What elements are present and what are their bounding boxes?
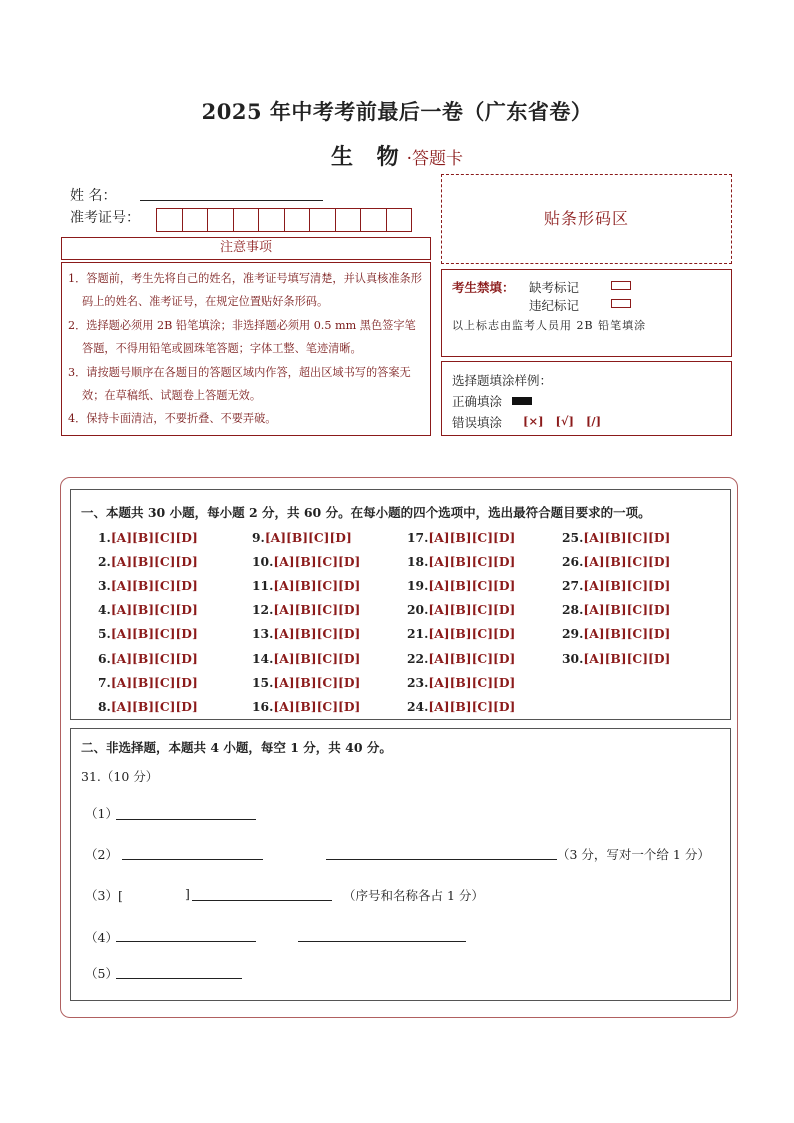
mcq-number: 27. (562, 578, 584, 594)
barcode-area (441, 174, 732, 264)
mcq-number: 19. (407, 578, 429, 594)
mcq-number: 15. (252, 674, 274, 690)
sample-title: 选择题填涂样例： (452, 373, 553, 388)
mcq-options[interactable]: [A][B][C][D] (273, 626, 361, 642)
mcq-number: 25. (562, 530, 584, 545)
absent-mark[interactable] (611, 281, 631, 290)
name-field[interactable] (140, 200, 323, 201)
mcq-number: 10. (252, 554, 274, 570)
notice-box (61, 262, 431, 436)
mcq-number: 28. (562, 602, 584, 618)
violation-label: 违纪标记 (529, 298, 580, 313)
mcq-item[interactable] (98, 651, 198, 666)
q31-part5-label: （5） (85, 966, 118, 981)
mcq-item[interactable] (407, 530, 515, 545)
mcq-options[interactable]: [A][B][C][D] (428, 578, 516, 594)
q31-part4-blank-1[interactable] (116, 941, 256, 942)
mcq-options[interactable]: [A][B][C][D] (428, 602, 516, 618)
notice-item: 1．答题前，考生先将自己的姓名，准考证号填写清楚，并认真核准条形码上的姓名、准考证号，在规定位置贴好条形码。 (68, 272, 422, 309)
id-digit-box[interactable] (309, 208, 336, 232)
mcq-number: 1. (98, 530, 111, 545)
mcq-options[interactable]: [A][B][C][D] (273, 578, 361, 594)
mcq-options[interactable]: [A][B][C][D] (110, 554, 198, 570)
mcq-item[interactable] (98, 699, 198, 714)
section2-box (70, 728, 731, 1001)
mcq-options[interactable]: [A][B][C][D] (428, 554, 516, 570)
mcq-options[interactable]: [A][B][C][D] (583, 626, 671, 642)
mcq-number: 14. (252, 650, 274, 666)
mcq-options[interactable]: [A][B][C][D] (273, 554, 361, 570)
q31-part3-blank[interactable] (192, 900, 332, 901)
section1-box (70, 489, 731, 720)
violation-mark[interactable] (611, 299, 631, 308)
mcq-options[interactable]: [A][B][C][D] (428, 530, 516, 545)
mcq-item[interactable] (98, 578, 198, 593)
page-title: 2025 年中考考前最后一卷（广东省卷） (201, 99, 593, 124)
mcq-options[interactable]: [A][B][C][D] (264, 530, 352, 545)
mcq-number: 11. (252, 578, 274, 594)
subject-title (0, 140, 794, 171)
id-digit-box[interactable] (335, 208, 362, 232)
q31-part3-bracket-close: ] (185, 886, 190, 901)
mcq-number: 3. (98, 578, 111, 594)
mcq-number: 24. (407, 698, 429, 714)
notice-header (61, 237, 431, 260)
mcq-options[interactable]: [A][B][C][D] (110, 578, 198, 594)
mcq-options[interactable]: [A][B][C][D] (583, 530, 671, 545)
mcq-number: 20. (407, 602, 429, 618)
notice-item: 3．请按题号顺序在各题目的答题区域内作答，超出区域书写的答案无效；在草稿纸、试题卷上答题无效。 (68, 365, 411, 403)
mcq-number: 21. (407, 626, 429, 642)
forbid-note: 以上标志由监考人员用 2B 铅笔填涂 (452, 319, 647, 332)
mcq-item[interactable] (252, 675, 360, 690)
mcq-item[interactable] (98, 675, 198, 690)
q31-part3-note: （序号和名称各占 1 分） (343, 888, 484, 903)
notice-item: 2．选择题必须用 2B 铅笔填涂；非选择题必须用 0.5 mm 黑色签字笔答题，不得用铅笔或圆珠笔答题；字体工整、笔迹清晰。 (68, 318, 416, 356)
mcq-item[interactable] (562, 530, 670, 545)
section1-title: 一、本题共 30 小题，每小题 2 分，共 60 分。在每小题的四个选项中，选出最符合题目要求的一项。 (81, 505, 651, 520)
mcq-number: 7. (98, 674, 111, 690)
subject-name: 生 物 (330, 144, 407, 170)
mcq-options[interactable]: [A][B][C][D] (110, 650, 198, 666)
id-digit-box[interactable] (156, 208, 183, 232)
q31-part3-label: （3）[ (85, 888, 123, 903)
notice-item: 4．保持卡面清洁，不要折叠、不要弄破。 (68, 412, 277, 426)
mcq-item[interactable] (252, 699, 360, 714)
mcq-item[interactable] (98, 602, 198, 617)
mcq-item[interactable] (407, 675, 515, 690)
mcq-number: 18. (407, 554, 429, 570)
mcq-options[interactable]: [A][B][C][D] (428, 650, 516, 666)
q31-part1-label: （1） (85, 806, 118, 821)
section2-title: 二、非选择题，本题共 4 小题，每空 1 分，共 40 分。 (81, 740, 392, 755)
barcode-label: 贴条形码区 (543, 209, 629, 228)
mcq-item[interactable] (98, 530, 198, 545)
mcq-item[interactable] (407, 602, 515, 617)
mcq-options[interactable]: [A][B][C][D] (273, 650, 361, 666)
mcq-item[interactable] (252, 626, 360, 641)
mcq-number: 12. (252, 602, 274, 618)
forbid-label: 考生禁填： (452, 280, 515, 295)
exam-id-boxes[interactable] (156, 208, 411, 232)
mcq-item[interactable] (562, 602, 670, 617)
q31-part2-label: （2） (85, 847, 118, 862)
mcq-number: 22. (407, 650, 429, 666)
mcq-options[interactable]: [A][B][C][D] (110, 530, 198, 545)
mcq-item[interactable] (407, 554, 515, 569)
mcq-options[interactable]: [A][B][C][D] (583, 578, 671, 594)
id-label: 准考证号： (70, 210, 140, 226)
id-digit-box[interactable] (233, 208, 260, 232)
mcq-number: 9. (252, 530, 265, 545)
mcq-options[interactable]: [A][B][C][D] (428, 674, 516, 690)
id-digit-box[interactable] (182, 208, 209, 232)
sample-box (441, 361, 732, 436)
mcq-options[interactable]: [A][B][C][D] (273, 602, 361, 618)
mcq-options[interactable]: [A][B][C][D] (110, 602, 198, 618)
mcq-number: 30. (562, 650, 584, 666)
q31-part1-blank[interactable] (116, 819, 256, 820)
mcq-item[interactable] (98, 626, 198, 641)
mcq-options[interactable]: [A][B][C][D] (583, 650, 671, 666)
mcq-item[interactable] (252, 578, 360, 593)
mcq-options[interactable]: [A][B][C][D] (110, 674, 198, 690)
q31-part2-note: （3 分，写对一个给 1 分） (557, 847, 710, 862)
mcq-item[interactable] (407, 626, 515, 641)
mcq-options[interactable]: [A][B][C][D] (273, 698, 361, 714)
mcq-item[interactable] (562, 651, 670, 666)
q31-part5-blank[interactable] (116, 978, 242, 979)
mcq-number: 23. (407, 674, 429, 690)
forbid-box (441, 269, 732, 357)
mcq-item[interactable] (407, 578, 515, 593)
q31-part2-blank-2[interactable] (326, 859, 557, 860)
mcq-item[interactable] (562, 554, 670, 569)
mcq-item[interactable] (98, 554, 198, 569)
mcq-item[interactable] (407, 699, 515, 714)
mcq-item[interactable] (562, 626, 670, 641)
mcq-number: 17. (407, 530, 429, 545)
id-digit-box[interactable] (386, 208, 413, 232)
mcq-item[interactable] (252, 530, 352, 545)
sample-correct-mark (512, 397, 532, 405)
mcq-options[interactable]: [A][B][C][D] (428, 698, 516, 714)
mcq-item[interactable] (252, 554, 360, 569)
mcq-number: 16. (252, 698, 274, 714)
mcq-options[interactable]: [A][B][C][D] (110, 626, 198, 642)
q31-part4-blank-2[interactable] (298, 941, 466, 942)
id-digit-box[interactable] (360, 208, 387, 232)
id-digit-box[interactable] (284, 208, 311, 232)
mcq-item[interactable] (407, 651, 515, 666)
mcq-number: 26. (562, 554, 584, 570)
mcq-number: 4. (98, 602, 111, 618)
q31-label: 31.（10 分） (81, 769, 159, 784)
mcq-number: 6. (98, 650, 111, 666)
mcq-number: 5. (98, 626, 111, 642)
mcq-item[interactable] (562, 578, 670, 593)
mcq-item[interactable] (252, 651, 360, 666)
id-digit-box[interactable] (207, 208, 234, 232)
mcq-options[interactable]: [A][B][C][D] (583, 602, 671, 618)
mcq-number: 13. (252, 626, 274, 642)
name-label: 姓 名： (70, 188, 117, 204)
subject-suffix: ·答题卡 (406, 149, 464, 169)
q31-part4-label: （4） (85, 930, 118, 945)
mcq-number: 29. (562, 626, 584, 642)
absent-label: 缺考标记 (529, 280, 580, 295)
sample-correct-label: 正确填涂 (452, 394, 503, 409)
mcq-number: 8. (98, 698, 111, 714)
sample-wrong-label: 错误填涂 (452, 415, 503, 430)
mcq-options[interactable]: [A][B][C][D] (428, 626, 516, 642)
mcq-item[interactable] (252, 602, 360, 617)
mcq-number: 2. (98, 554, 111, 570)
q31-part2-blank-1[interactable] (122, 859, 263, 860)
notice-heading: 注意事项 (219, 240, 272, 255)
mcq-options[interactable]: [A][B][C][D] (583, 554, 671, 570)
id-digit-box[interactable] (258, 208, 285, 232)
sample-wrong-marks: [×] [√] [/] (523, 414, 602, 428)
mcq-options[interactable]: [A][B][C][D] (273, 674, 361, 690)
mcq-options[interactable]: [A][B][C][D] (110, 698, 198, 714)
